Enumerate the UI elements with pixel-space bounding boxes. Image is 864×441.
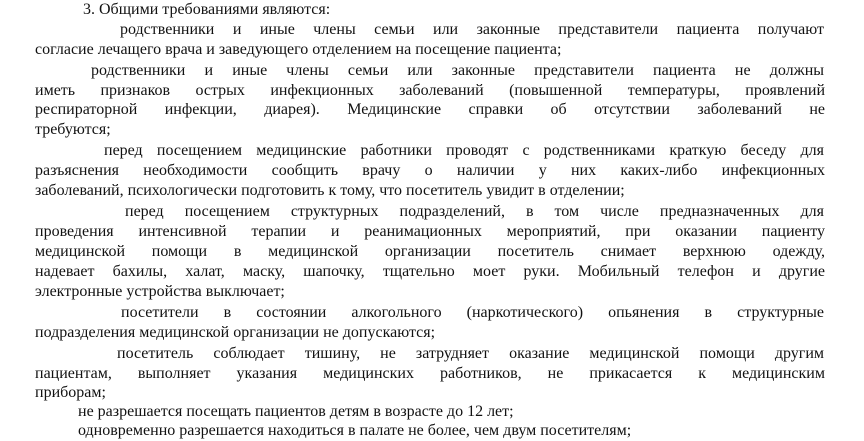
paragraph-line: перед посещением медицинские работники проводят с родственниками краткую беседу для [104,142,824,159]
paragraph-line: медицинской помощи в медицинской организации посетитель снимает верхнюю одежду, [35,243,825,260]
paragraph-line: подразделения медицинской организации не допускаются; [35,324,436,341]
paragraph-line: электронные устройства выключает; [35,283,285,300]
paragraph-line: согласие лечащего врача и заведующего отделением на посещение пациента; [35,41,562,58]
paragraph-line: не разрешается посещать пациентов детям в возрасте до 12 лет; [78,403,514,420]
paragraph-line: пациентам, выполняет указания медицинских работников, не прикасается к медицинским [35,365,825,382]
paragraph-line: родственники и иные члены семьи или законные представители пациента не должны [91,62,824,79]
paragraph-line: одновременно разрешается находиться в палате не более, чем двум посетителям; [78,422,632,439]
paragraph-line: иметь признаков острых инфекционных заболеваний (повышенной температуры, проявлений [35,82,825,99]
paragraph-line: родственники и иные члены семьи или законные представители пациента получают [120,21,824,38]
paragraph-line: перед посещением структурных подразделений, в том числе предназначенных для [125,203,824,220]
paragraph-line: требуются; [35,121,111,138]
paragraph-line: посетители в состоянии алкогольного (наркотического) опьянения в структурные [121,304,824,321]
paragraph-line: надевает бахилы, халат, маску, шапочку, тщательно моет руки. Мобильный телефон и другие [35,263,825,280]
paragraph-line: респираторной инфекции, диарея). Медицинские справки об отсутствии заболеваний не [35,101,825,118]
paragraph-line: проведения интенсивной терапии и реанимационных мероприятий, при оказании пациенту [35,223,825,240]
paragraph-line: приборам; [35,384,106,401]
paragraph-line: посетитель соблюдает тишину, не затрудняет оказание медицинской помощи другим [117,345,824,362]
paragraph-line: разъяснения необходимости сообщить врачу о наличии у них каких-либо инфекционных [35,162,825,179]
paragraph-line: заболеваний, психологически подготовить к тому, что посетитель увидит в отделении; [35,182,625,199]
section-heading: 3. Общими требованиями являются: [83,1,331,18]
